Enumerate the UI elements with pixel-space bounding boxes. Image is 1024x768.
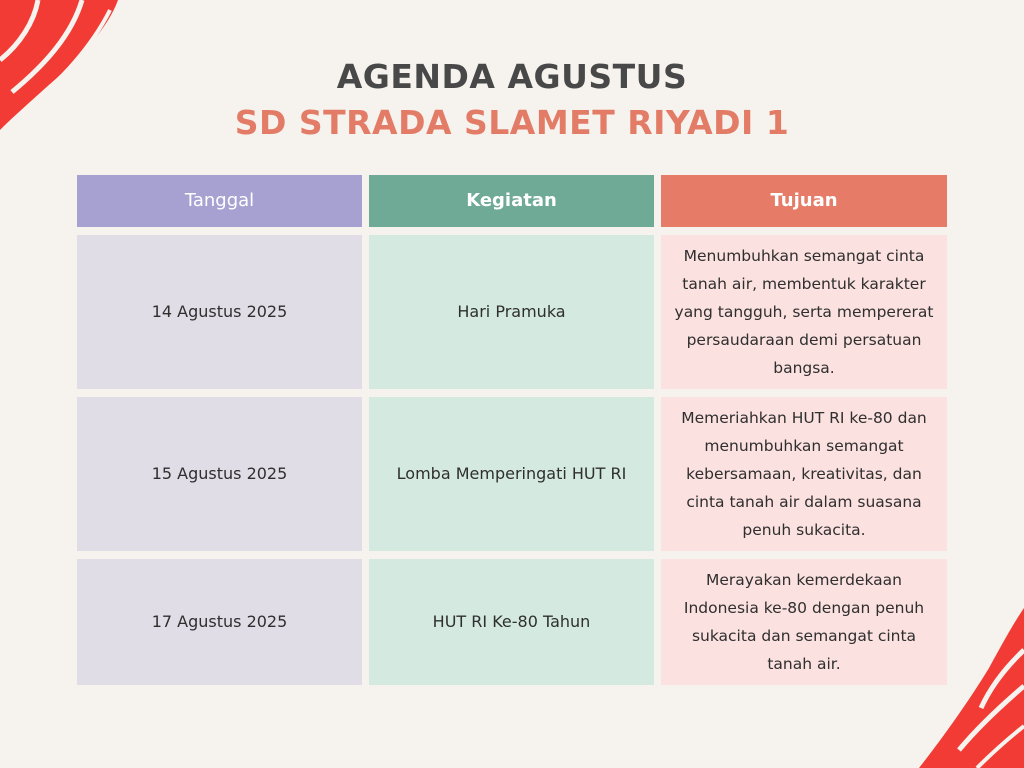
table-cell-tanggal: 15 Agustus 2025	[77, 397, 362, 551]
table-cell-tanggal: 14 Agustus 2025	[77, 235, 362, 389]
page-title: AGENDA AGUSTUS	[336, 57, 688, 96]
table-cell-tanggal: 17 Agustus 2025	[77, 559, 362, 685]
title-block	[0, 56, 1024, 144]
page-subtitle: SD STRADA SLAMET RIYADI 1	[234, 103, 790, 142]
table-cell-tujuan: Memeriahkan HUT RI ke-80 dan menumbuhkan semangat kebersamaan, kreativitas, dan cinta tanah air dalam suasana penuh sukacita.	[661, 397, 947, 551]
table-cell-tujuan: Menumbuhkan semangat cinta tanah air, membentuk karakter yang tangguh, serta mempererat persaudaraan demi persatuan bangsa.	[661, 235, 947, 389]
column-header-tujuan: Tujuan	[661, 175, 947, 227]
table-cell-kegiatan: HUT RI Ke-80 Tahun	[369, 559, 654, 685]
column-header-tanggal: Tanggal	[77, 175, 362, 227]
table-cell-tujuan: Merayakan kemerdekaan Indonesia ke-80 dengan penuh sukacita dan semangat cinta tanah air.	[661, 559, 947, 685]
table-cell-kegiatan: Hari Pramuka	[369, 235, 654, 389]
column-header-kegiatan: Kegiatan	[369, 175, 654, 227]
table-cell-kegiatan: Lomba Memperingati HUT RI	[369, 397, 654, 551]
